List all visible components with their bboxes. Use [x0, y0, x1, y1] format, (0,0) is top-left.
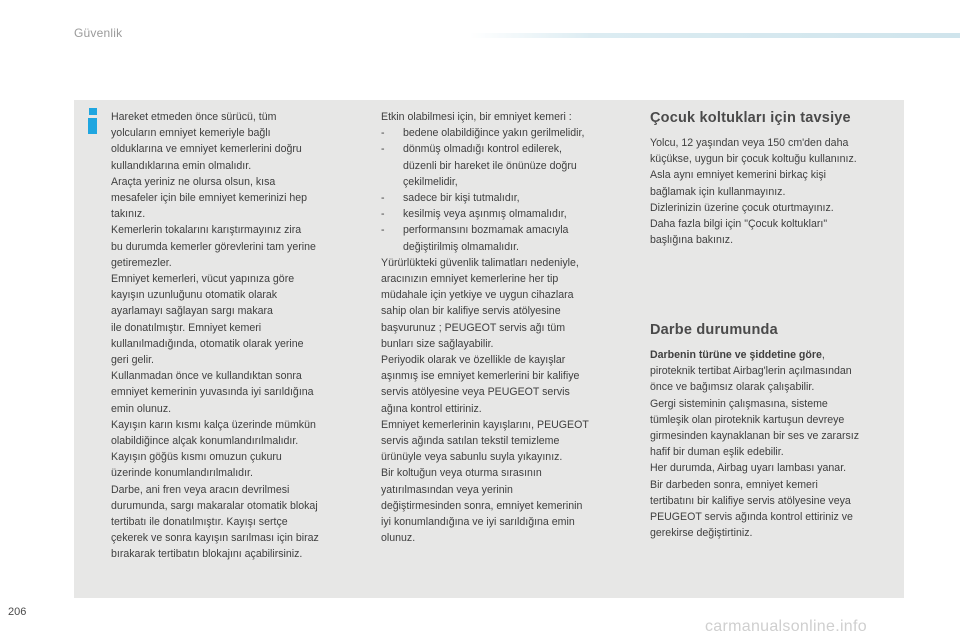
text-line: kullandıklarına emin olmalıdır.: [111, 159, 252, 172]
list-dash: -: [381, 143, 385, 156]
text-line: performansını bozmamak amacıyla: [403, 224, 569, 237]
list-item: [381, 206, 631, 222]
list-item: [381, 190, 631, 206]
text-line: ağına kontrol ettiriniz.: [381, 402, 482, 415]
requirements-list: [381, 125, 631, 255]
crash-lead-line: [650, 347, 905, 363]
list-item: [381, 222, 631, 254]
list-item-text: [403, 222, 631, 254]
crash-heading: Darbe durumunda: [650, 322, 778, 338]
list-item-text: [403, 125, 631, 141]
text-line: Araçta yeriniz ne olursa olsun, kısa: [111, 175, 276, 188]
text-line: başvurunuz ; PEUGEOT servis ağı tüm: [381, 321, 566, 334]
text-line: Kayışın göğüs kısmı omuzun çukuru: [111, 451, 282, 464]
text-line: bunları size sağlayabilir.: [381, 337, 494, 350]
text-line: emniyet kemerinin yuvasında iyi sarıldığına: [111, 386, 314, 399]
seatbelt-advice-column: [111, 109, 369, 563]
child-seats-heading: Çocuk koltukları için tavsiye: [650, 110, 851, 126]
text-line: piroteknik tertibat Airbag'lerin açılmasından: [650, 365, 852, 378]
text-line: Hareket etmeden önce sürücü, tüm: [111, 111, 277, 123]
text-line: Gergi sisteminin çalışmasına, sisteme: [650, 397, 828, 410]
text-line: müdahale için yetkiye ve uygun cihazlara: [381, 289, 574, 302]
text-line: üzerinde konumlandırılmalıdır.: [111, 467, 253, 480]
text-line: kesilmiş veya aşınmış olmamalıdır,: [403, 208, 567, 221]
text-line: yatırılmasından veya yerinin: [381, 483, 513, 496]
text-line: Darbe, ani fren veya aracın devrilmesi: [111, 483, 290, 496]
text-line: Emniyet kemerlerinin kayışlarını, PEUGEOT: [381, 418, 589, 431]
text-line: dönmüş olmadığı kontrol edilerek,: [403, 143, 562, 156]
text-line: takınız.: [111, 208, 146, 221]
list-item-text: [403, 206, 631, 222]
list-item-text: [403, 141, 631, 190]
text-line: emin olunuz.: [111, 402, 172, 415]
text-line: kayışın uzunluğunu otomatik olarak: [111, 289, 278, 302]
crash-lead-rest: ,: [821, 349, 825, 361]
text-line: olduklarına ve emniyet kemerlerini doğru: [111, 143, 302, 156]
text-line: Asla aynı emniyet kemerini birkaç kişi: [650, 169, 827, 182]
requirements-intro: Etkin olabilmesi için, bir emniyet kemeri :: [381, 111, 572, 123]
text-line: Her durumda, Airbag uyarı lambası yanar.: [650, 462, 847, 475]
text-line: Yürürlükteki güvenlik talimatları nedeniyle,: [381, 256, 579, 269]
maintenance-text: [381, 255, 631, 547]
list-dash: -: [381, 224, 385, 237]
text-line: olunuz.: [381, 532, 416, 545]
text-line: Kayışın karın kısmı kalça üzerinde mümkün: [111, 418, 316, 431]
child-seats-text: [650, 135, 905, 248]
text-line: servis atölyesine veya PEUGEOT servis: [381, 386, 570, 399]
section-title: Güvenlik: [74, 26, 123, 40]
info-icon-stem: [88, 118, 97, 134]
text-line: bırakarak tertibatın blokajını açabilirsiniz.: [111, 548, 303, 561]
page-number: 206: [8, 606, 27, 618]
info-icon-dot: [89, 108, 97, 115]
text-line: bu durumda kemerler görevlerini tam yerine: [111, 240, 316, 253]
text-line: aşınmış ise emniyet kemerlerini bir kalifiye: [381, 370, 580, 383]
text-line: ile donatılmıştır. Emniyet kemeri: [111, 321, 262, 334]
text-line: getiremezler.: [111, 256, 172, 269]
text-line: bağlamak için kullanmayınız.: [650, 185, 786, 198]
text-line: bedene olabildiğince yakın gerilmelidir,: [403, 127, 585, 140]
text-line: aracınızın emniyet kemerlerine her tip: [381, 273, 559, 286]
text-line: Kemerlerin tokalarını karıştırmayınız zira: [111, 224, 302, 237]
text-line: yolcuların emniyet kemeriyle bağlı: [111, 127, 271, 140]
text-line: Dizlerinizin üzerine çocuk oturtmayınız.: [650, 201, 834, 214]
header-accent-bar: [470, 33, 960, 38]
text-line: başlığına bakınız.: [650, 234, 734, 247]
text-line: sadece bir kişi tutmalıdır,: [403, 192, 520, 205]
text-line: Bir koltuğun veya oturma sırasının: [381, 467, 542, 480]
list-item: [381, 125, 631, 141]
text-line: çekerek ve sonra kayışın sarılması için biraz: [111, 532, 319, 545]
text-line: olabildiğince alçak konumlandırılmalıdır.: [111, 435, 299, 448]
text-line: servis ağında satılan tekstil temizleme: [381, 435, 560, 448]
text-line: değiştirilmiş olmamalıdır.: [403, 240, 519, 253]
text-line: Bir darbeden sonra, emniyet kemeri: [650, 478, 818, 491]
text-line: iyi konumlandığına ve iyi sarıldığına emin: [381, 516, 575, 529]
text-line: PEUGEOT servis ağında kontrol ettiriniz ve: [650, 511, 853, 524]
text-line: hafif bir duman eşlik edebilir.: [650, 446, 784, 459]
text-line: Yolcu, 12 yaşından veya 150 cm'den daha: [650, 137, 849, 149]
text-line: Kullanmadan önce ve kullandıktan sonra: [111, 370, 302, 383]
text-line: sahip olan bir kalifiye servis atölyesine: [381, 305, 561, 318]
text-line: düzenli bir hareket ile önünüze doğru: [403, 159, 577, 172]
text-line: Periyodik olarak ve özellikle de kayışlar: [381, 354, 566, 367]
text-line: ürünüyle veya sabunlu suyla yıkayınız.: [381, 451, 563, 464]
crash-text: [650, 347, 905, 541]
info-icon: [84, 108, 102, 134]
text-line: geri gelir.: [111, 354, 154, 367]
text-line: değiştirmesinden sonra, emniyet kemerinin: [381, 499, 583, 512]
text-line: tertibatını bir kalifiye servis atölyesine veya: [650, 494, 851, 507]
text-line: tümleşik olan piroteknik kartuşun devreye: [650, 413, 845, 426]
watermark: carmanualsonline.info: [705, 618, 867, 635]
text-line: küçükse, uygun bir çocuk koltuğu kullanınız.: [650, 153, 857, 166]
crash-lead-bold: Darbenin türüne ve şiddetine göre: [650, 349, 822, 361]
text-line: gerekirse değiştirtiniz.: [650, 527, 753, 540]
text-line: tertibatı ile donatılmıştır. Kayışı sertçe: [111, 516, 288, 529]
list-dash: -: [381, 208, 385, 221]
text-line: Emniyet kemerleri, vücut yapınıza göre: [111, 273, 295, 286]
text-line: çekilmelidir,: [403, 175, 458, 188]
text-line: ayarlamayı sağlayan sargı makara: [111, 305, 273, 318]
text-line: durumunda, sargı makaralar otomatik blokaj: [111, 499, 318, 512]
text-line: girmesinden kaynaklanan bir ses ve zararsız: [650, 430, 860, 443]
list-dash: -: [381, 127, 385, 140]
text-line: Daha fazla bilgi için "Çocuk koltukları": [650, 218, 828, 231]
text-line: kullanılmadığında, otomatik olarak yerine: [111, 337, 304, 350]
list-item: [381, 141, 631, 190]
text-line: önce ve bağımsız olarak çalışabilir.: [650, 381, 815, 394]
list-item-text: [403, 190, 631, 206]
text-line: mesafeler için bile emniyet kemerinizi hep: [111, 192, 308, 205]
list-dash: -: [381, 192, 385, 205]
seatbelt-requirements-column: [381, 109, 631, 546]
